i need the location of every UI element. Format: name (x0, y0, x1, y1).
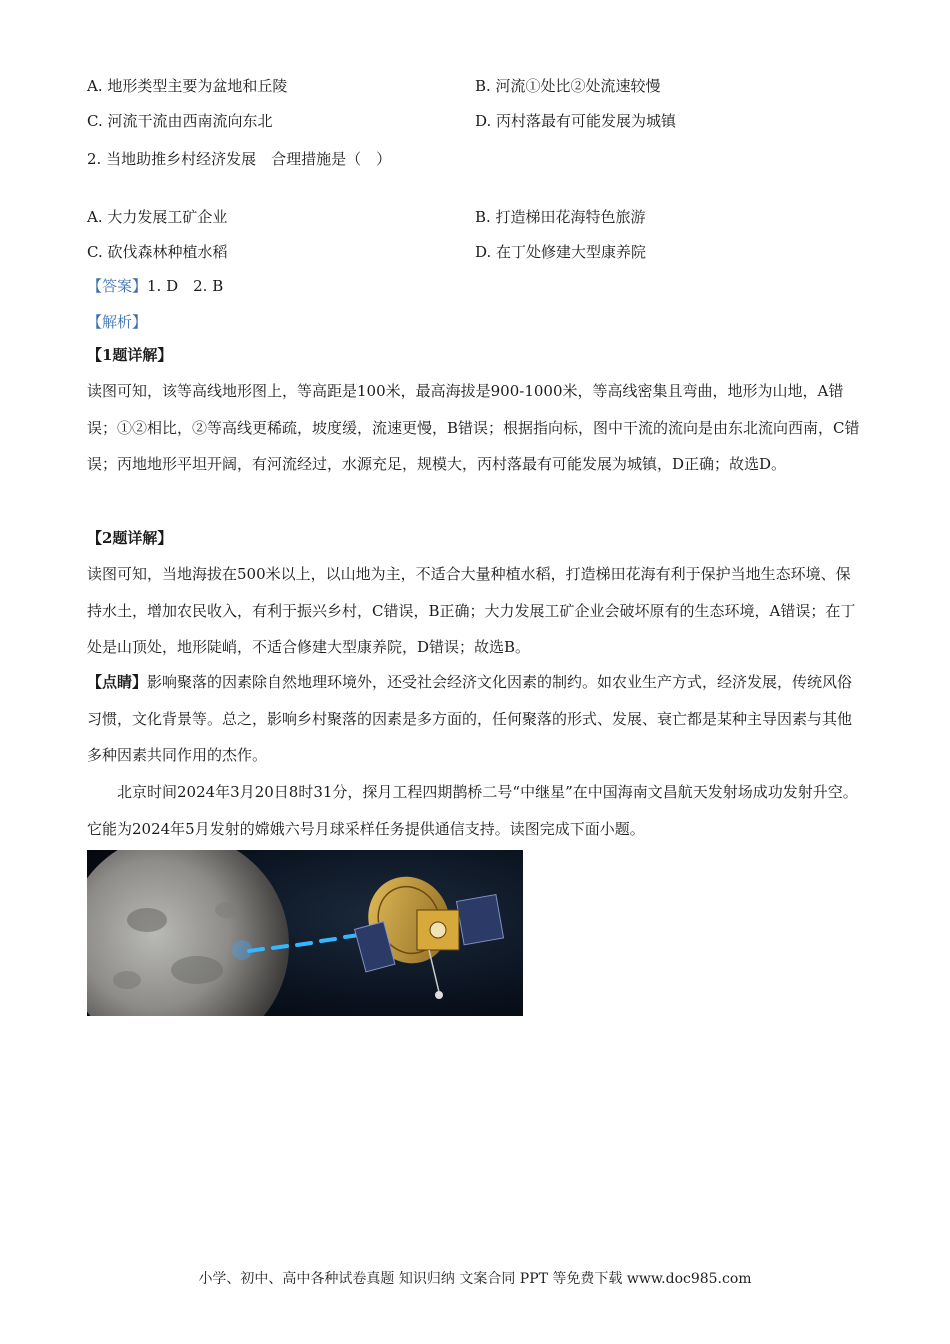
detail1-tag: 【1题详解】 (87, 346, 173, 364)
q1-option-b: B. 河流①处比②处流速较慢 (475, 77, 661, 95)
q2-option-b: B. 打造梯田花海特色旅游 (475, 208, 646, 226)
q2-option-c: C. 砍伐森林种植水稻 (87, 243, 228, 261)
tip-paragraph (87, 664, 863, 774)
page-footer: 小学、初中、高中各种试卷真题 知识归纳 文案合同 PPT 等免费下载 www.doc985.com (198, 1271, 752, 1287)
tip-text: 影响聚落的因素除自然地理环境外，还受社会经济文化因素的制约。如农业生产方式，经济发展，传统风俗习惯，文化背景等。总之，影响乡村聚落的因素是多方面的，任何聚落的形式、发展、衰亡都是某种主导因素与其他多种因素共同作用的杰作。 (87, 673, 853, 764)
q2-stem: 2. 当地助推乡村经济发展 合理措施是（ ） (87, 150, 392, 168)
intro-paragraph: 北京时间2024年3月20日8时31分，探月工程四期鹊桥二号“中继星”在中国海南文昌航天发射场成功发射升空。它能为2024年5月发射的嫦娥六号月球采样任务提供通信支持。读图完成下面小题。 (87, 783, 858, 838)
detail2-tag: 【2题详解】 (87, 529, 173, 547)
analysis-tag: 【解析】 (87, 313, 148, 331)
q1-option-d: D. 丙村落最有可能发展为城镇 (475, 112, 677, 130)
answer-text: 1. D 2. B (147, 277, 224, 295)
answer-line (87, 276, 223, 296)
q1-option-a: A. 地形类型主要为盆地和丘陵 (87, 77, 288, 95)
q2-option-a: A. 大力发展工矿企业 (87, 208, 228, 226)
answer-tag: 【答案】 (87, 277, 148, 295)
tip-tag: 【点睛】 (87, 673, 148, 691)
q2-option-d: D. 在丁处修建大型康养院 (475, 243, 647, 261)
q1-option-c: C. 河流干流由西南流向东北 (87, 112, 273, 130)
detail1-text: 读图可知，该等高线地形图上，等高距是100米，最高海拔是900-1000米，等高线密集且弯曲，地形为山地，A错误；①②相比，②等高线更稀疏，坡度缓，流速更慢，B错误；根据指向标，图中干流的流向是由东北流向西南，C错误；丙地地形平坦开阔，有河流经过，水源充足，规模大，丙村落最有可能发展为城镇，D正确；故选D。 (87, 382, 860, 473)
detail2-text: 读图可知，当地海拔在500米以上，以山地为主，不适合大量种植水稻，打造梯田花海有利于保护当地生态环境、保持水土，增加农民收入，有利于振兴乡村，C错误，B正确；大力发展工矿企业会破坏原有的生态环境，A错误；在丁处是山顶处，地形陡峭，不适合修建大型康养院，D错误；故选B。 (87, 565, 856, 656)
moon-satellite-photo (87, 850, 523, 1016)
